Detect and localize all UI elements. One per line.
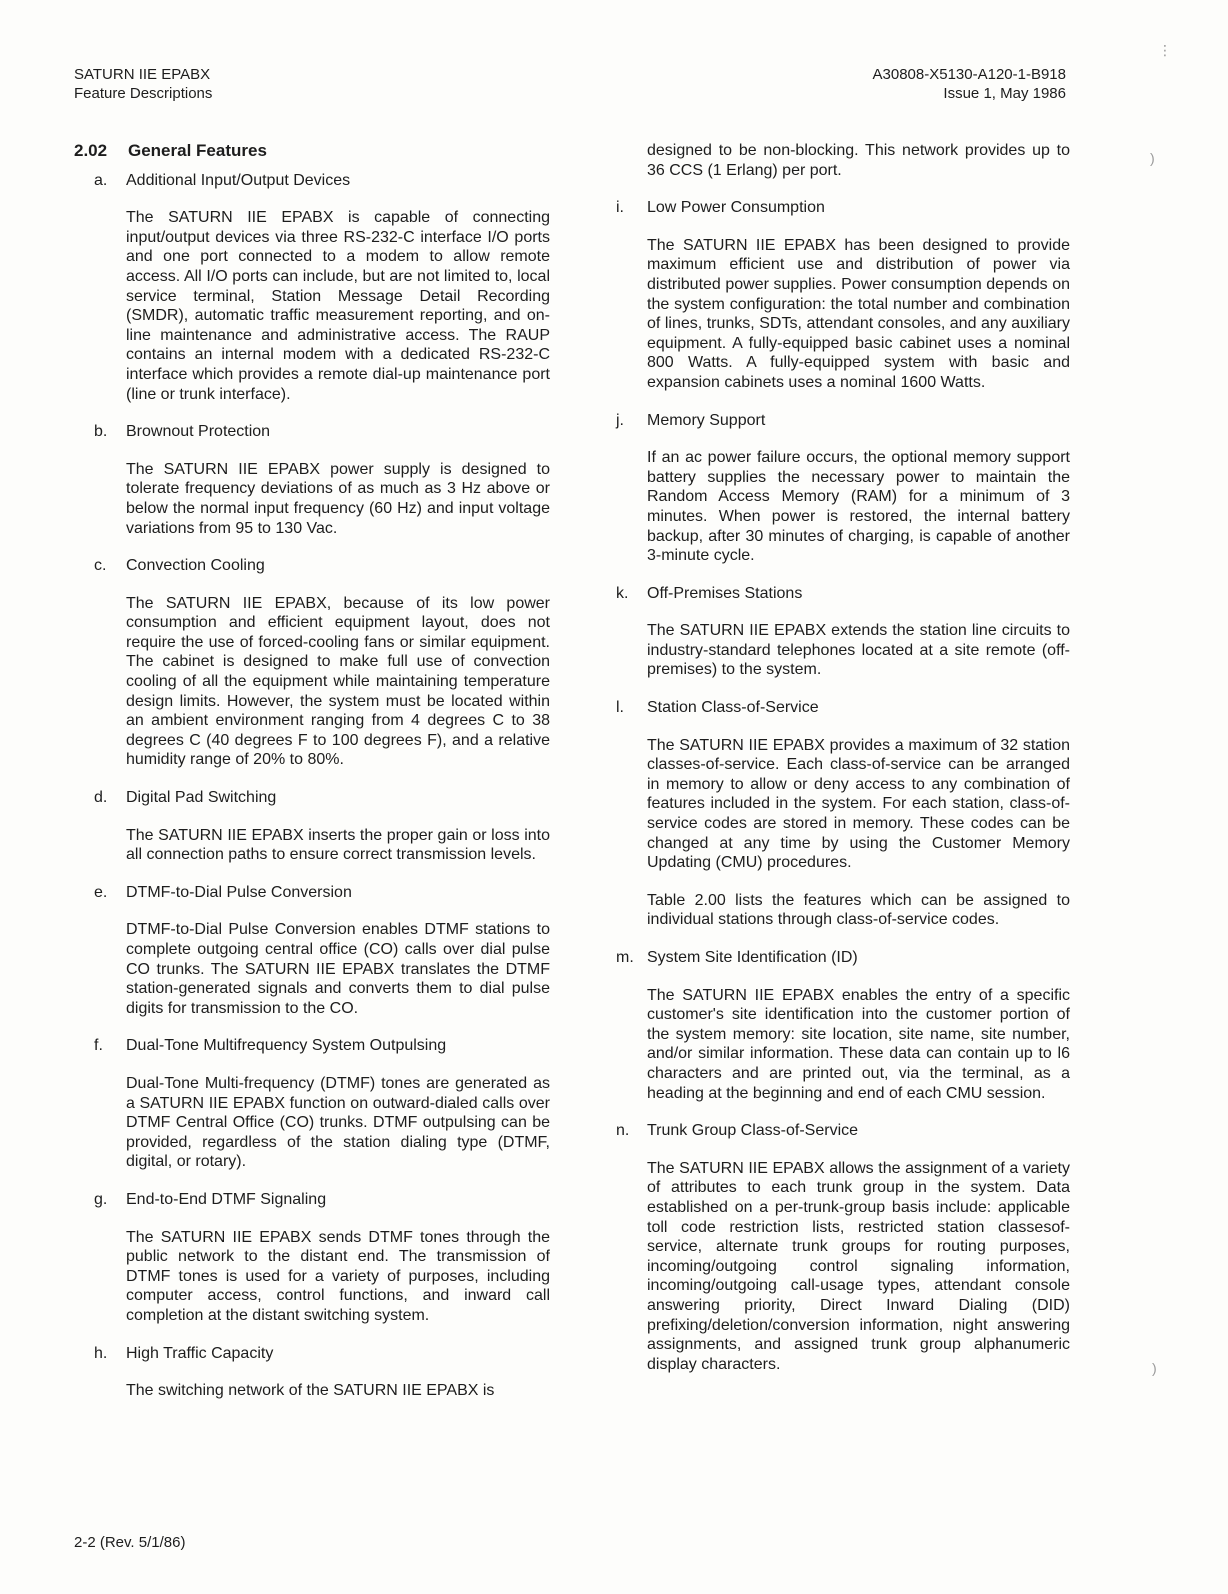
feature-letter: f. — [94, 1037, 103, 1055]
feature-title — [74, 171, 550, 191]
left-item-list — [74, 171, 550, 1401]
feature-title — [614, 411, 1070, 431]
feature-title — [614, 198, 1070, 218]
feature-title-text: Memory Support — [647, 411, 766, 429]
feature-title-text: System Site Identification (ID) — [647, 949, 858, 966]
feature-title-text: Digital Pad Switching — [126, 789, 277, 807]
feature-item — [74, 1036, 550, 1172]
feature-title — [74, 1036, 550, 1056]
feature-title-text: Dual-Tone Multifrequency System Outpulsing — [126, 1037, 447, 1055]
feature-item — [614, 198, 1070, 392]
feature-letter: e. — [94, 883, 108, 901]
feature-letter: n. — [616, 1122, 630, 1140]
header-right — [873, 65, 1066, 103]
feature-letter: d. — [94, 789, 108, 807]
feature-body: The SATURN IIE EPABX power supply is designed to tolerate frequency deviations of as much as 3 Hz above or below the normal input frequency (60 Hz) and input voltage variations from 95 to 130 Vac. — [126, 460, 550, 537]
feature-title-text: Convection Cooling — [126, 557, 265, 575]
section-heading — [74, 141, 550, 161]
feature-title-text: Station Class-of-Service — [647, 699, 819, 717]
feature-letter: a. — [94, 171, 108, 189]
feature-item — [74, 556, 550, 770]
feature-item — [614, 1121, 1070, 1374]
feature-item — [74, 1344, 550, 1401]
feature-item — [74, 422, 550, 538]
scan-mark: ⋮ — [1158, 42, 1172, 58]
header-left — [74, 65, 212, 103]
feature-body: The SATURN IIE EPABX provides a maximum of 32 station classes-of-service. Each class-of-service can be arranged in memory to allow or deny access to any combination of features included in the system. For each station, class-of-service codes are stored in memory. These codes can be changed at any time by using the Customer Memory Updating (CMU) procedures. — [647, 736, 1070, 872]
feature-letter: m. — [616, 949, 634, 966]
feature-body: Table 2.00 lists the features which can be assigned to individual stations through class-of-service codes. — [647, 891, 1070, 929]
doc-number: A30808-X5130-A120-1-B918 — [872, 66, 1066, 83]
feature-body: The SATURN IIE EPABX is capable of connecting input/output devices via three RS-232-C interface I/O ports and one port connected to a modem to allow remote access. All I/O ports can include, but are not limited to, local service terminal, Station Message Detail Recording (SMDR), automatic traffic measurement reporting, and on-line maintenance and administrative access. The RAUP contains an internal modem with a dedicated RS-232-C interface which provides a remote dial-up maintenance port (line or trunk interface). — [126, 209, 550, 403]
feature-letter: g. — [94, 1190, 108, 1208]
feature-title-text: Additional Input/Output Devices — [126, 171, 351, 189]
left-column — [74, 141, 550, 1419]
feature-title-text: Brownout Protection — [126, 423, 271, 441]
scan-mark: ) — [1150, 150, 1155, 166]
feature-title — [74, 1190, 550, 1210]
feature-title-text: End-to-End DTMF Signaling — [126, 1190, 327, 1208]
feature-item — [614, 698, 1070, 930]
feature-letter: k. — [616, 584, 629, 602]
feature-title-text: Off-Premises Stations — [647, 584, 803, 602]
feature-title — [614, 948, 1070, 968]
feature-item — [614, 948, 1070, 1103]
feature-body: The SATURN IIE EPABX, because of its low power consumption and efficient equipment layout, does not require the use of forced-cooling fans or similar equipment. The cabinet is designed to make full use of convection cooling of all the equipment while maintaining temperature design limits. However, the system must be located within an ambient environment ranging from 4 degrees C to 38 degrees C (40 degrees F to 100 degrees F), and a relative humidity range of 20% to 80%. — [126, 594, 550, 769]
feature-item — [614, 584, 1070, 680]
feature-body: The SATURN IIE EPABX has been designed to provide maximum efficient use and distribution of power via distributed power supplies. Power consumption depends on the system configuration: the total number and combination of lines, trunks, SDTs, attendant consoles, and any auxiliary equipment. A fully-equipped basic cabinet uses a nominal 800 Watts. A fully-equipped system with basic and expansion cabinets uses a nominal 1600 Watts. — [647, 236, 1070, 391]
section-number: 2.02 — [74, 141, 108, 160]
feature-item — [74, 788, 550, 865]
feature-body: The SATURN IIE EPABX allows the assignment of a variety of attributes to each trunk group in the system. Data established on a per-trunk-group basis include: applicable toll code restriction lists, restricted station classesof-service, alternate trunk groups for routing purposes, incoming/outgoing control signaling information, incoming/outgoing call-usage types, attendant console answering priority, Direct Inward Dialing (DID) prefixing/deletion/conversion information, night answering assignments, and assigned trunk group alphanumeric display characters. — [647, 1159, 1070, 1373]
feature-item — [74, 171, 550, 405]
scan-mark: ) — [1152, 1360, 1157, 1376]
feature-letter: b. — [94, 423, 108, 441]
feature-body: The switching network of the SATURN IIE EPABX is — [126, 1382, 495, 1400]
section-title: General Features — [128, 141, 267, 160]
feature-letter: i. — [616, 199, 624, 217]
feature-title — [74, 788, 550, 808]
continuation-text: designed to be non-blocking. This network provides up to 36 CCS (1 Erlang) per port. — [647, 142, 1070, 179]
feature-title-text: Trunk Group Class-of-Service — [647, 1122, 859, 1140]
doc-title: SATURN IIE EPABX — [74, 66, 211, 83]
feature-title — [614, 1121, 1070, 1141]
feature-letter: c. — [94, 557, 107, 575]
page-footer: 2-2 (Rev. 5/1/86) — [74, 1534, 186, 1551]
doc-issue: Issue 1, May 1986 — [943, 85, 1066, 102]
feature-title-text: DTMF-to-Dial Pulse Conversion — [126, 883, 352, 901]
feature-item — [74, 1190, 550, 1326]
feature-item — [614, 411, 1070, 566]
feature-letter: h. — [94, 1344, 108, 1362]
feature-title — [74, 422, 550, 442]
feature-body: DTMF-to-Dial Pulse Conversion enables DTMF stations to complete outgoing central office (CO) calls over dial pulse CO trunks. The SATURN IIE EPABX translates the DTMF station-generated signals and converts them to dial pulse digits for transmission to the CO. — [126, 921, 550, 1017]
feature-body: If an ac power failure occurs, the optional memory support battery supplies the necessary power to maintain the Random Access Memory (RAM) for a minimum of 3 minutes. When power is restored, the internal battery backup, after 30 minutes of charging, is capable of another 3-minute cycle. — [647, 449, 1070, 565]
feature-letter: l. — [616, 699, 624, 717]
feature-body: Dual-Tone Multi-frequency (DTMF) tones are generated as a SATURN IIE EPABX function on outward-dialed calls over DTMF Central Office (CO) trunks. DTMF outpulsing can be provided, regardless of the station dialing type (DTMF, digital, or rotary). — [126, 1074, 550, 1171]
feature-letter: j. — [616, 411, 624, 429]
feature-title-text: High Traffic Capacity — [126, 1344, 274, 1362]
feature-title — [74, 883, 550, 903]
feature-title — [74, 1344, 550, 1364]
feature-body: The SATURN IIE EPABX enables the entry of a specific customer's site identification into the customer portion of the system memory: site location, site name, site number, and/or similar information. These data can contain up to l6 characters and are printed out, via the terminal, as a heading at the beginning and end of each CMU session. — [647, 986, 1070, 1102]
feature-body: The SATURN IIE EPABX extends the station line circuits to industry-standard telephones located at a site remote (off-premises) to the system. — [647, 622, 1070, 679]
right-item-list — [614, 198, 1070, 1374]
feature-title — [614, 584, 1070, 604]
feature-item — [74, 883, 550, 1019]
doc-subtitle: Feature Descriptions — [74, 85, 213, 102]
feature-body: The SATURN IIE EPABX sends DTMF tones through the public network to the distant end. The transmission of DTMF tones is used for a variety of purposes, including computer access, control functions, and inward call completion at the distant switching system. — [126, 1228, 550, 1324]
right-column — [614, 141, 1070, 1392]
feature-title-text: Low Power Consumption — [647, 199, 825, 217]
feature-title — [74, 556, 550, 576]
feature-body: The SATURN IIE EPABX inserts the proper gain or loss into all connection paths to ensure correct transmission levels. — [126, 826, 550, 864]
feature-title — [614, 698, 1070, 718]
